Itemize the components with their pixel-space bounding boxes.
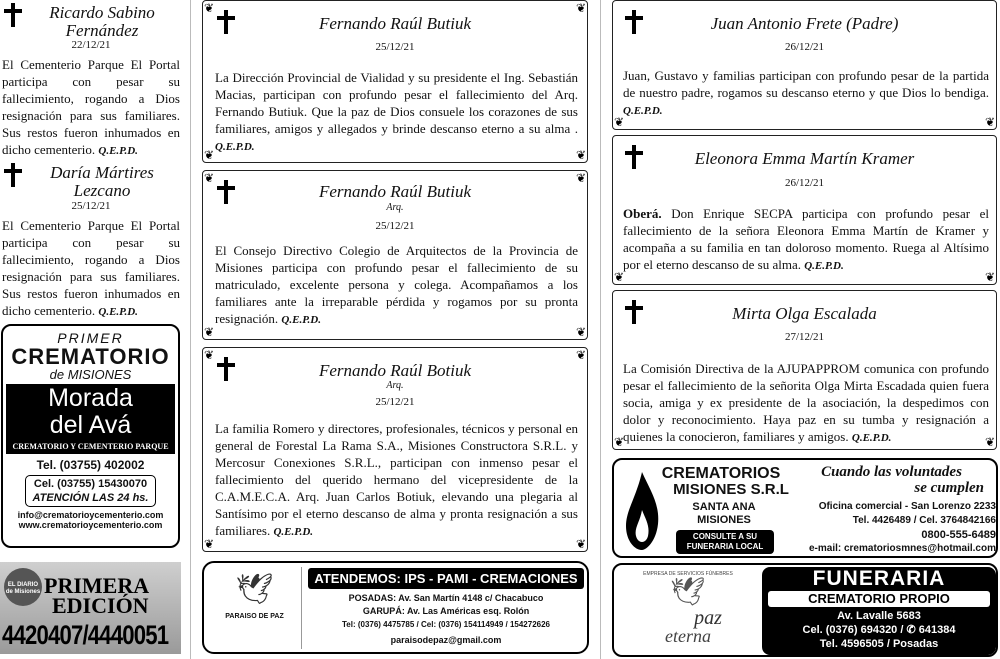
corner-ornament-icon: ❦ [984,115,995,129]
cross-icon [2,3,24,27]
ad-morada: Morada [48,384,133,412]
paraiso-logo [208,567,302,649]
notice-name: Fernando Raúl Butiuk [318,14,472,33]
notice-body [2,217,180,321]
corner-ornament-icon: ❦ [575,537,586,551]
notice-box [612,290,997,450]
ad-sub2: MISIONES [697,514,751,526]
corner-ornament-icon: ❦ [575,148,586,162]
ad-de-misiones: de MISIONES [49,367,132,382]
notice-date: 27/12/21 [784,331,825,343]
logo-eterna: eterna [665,626,711,646]
paraiso-de-paz-ad [202,561,589,654]
ad-headline: ATENDEMOS: IPS - PAMI - CREMACIONES [308,568,584,589]
notice-date: 25/12/21 [375,396,415,408]
ad-title1: CREMATORIOS [661,465,781,482]
column-rule [600,0,601,659]
qepd-label: Q.E.P.D. [98,306,138,318]
notice-text: La familia Romero y directores, profesionales, técnicos y personal en general de Forestal La Rama S.A., Misiones Constructora S.R.L. y Mercosur Conexiones S.R.L., participan con inmenso pesar el fallecimiento del querido hermano del vicepresidente de la C.A.M.E.C.A. Arq. Juan Carlos Botiuk, elevando una plegaria al Santísimo por el eterno descanso de alma y pronta resignación a sus familiares. [215,421,578,538]
ad-addr: Av. Lavalle 5683 [837,610,921,622]
notice-body [215,69,578,156]
ad-sub: CREMATORIO PROPIO [768,591,990,607]
corner-ornament-icon: ❦ [984,270,995,284]
logo-paz: paz [694,607,722,629]
qepd-label: Q.E.P.D. [281,314,321,326]
ad-web: www.crematorioycementerio.com [18,520,163,530]
ad-cel-box [25,475,156,507]
notice-name: Fernando Raúl Butiuk [318,182,472,201]
ad-email: e-mail: crematoriosmnes@hotmail.com [808,543,996,554]
ad-whatsapp: 641384 [918,624,956,636]
notice-subtitle: Arq. [386,202,404,213]
notice-date: 26/12/21 [784,177,825,189]
dove-icon: 🕊 [235,573,274,606]
notice-text: Juan, Gustavo y familias participan con profundo pesar de la partida de nuestro padre, rogamos su descanso eterno y que Dios lo bendiga. [623,68,989,100]
ad-phone800: 0800-555-6489 [921,529,996,541]
notice-box [202,0,588,163]
logo-arc-text: EMPRESA DE SERVICIOS FÚNEBRES [643,571,733,577]
consulte-line: CONSULTE A SU [692,532,758,541]
notice-body [623,67,989,120]
notice-name-line: Ricardo Sabino [49,3,155,22]
qepd-label: Q.E.P.D. [623,105,663,117]
notice-name [22,164,182,200]
corner-ornament-icon: ❦ [575,325,586,339]
corner-ornament-icon: ❦ [575,1,586,15]
notice-date: 26/12/21 [784,41,825,53]
ad-cel-line [762,623,996,637]
paraiso-logo-text: PARAISO DE PAZ [225,613,284,620]
corner-ornament-icon: ❦ [204,171,215,185]
notice-name-line: Fernández [65,21,139,40]
ad-line2: GARUPÁ: Av. Las Américas esq. Rolón [362,606,530,616]
dove-icon: 🕊 [670,577,706,608]
slogan-line: se cumplen [914,480,984,496]
notice-name: Eleonora Emma Martín Kramer [694,149,915,168]
ad-sub1: SANTA ANA [692,501,756,513]
corner-ornament-icon: ❦ [204,325,215,339]
corner-ornament-icon: ❦ [614,435,625,449]
ad-badge [4,568,42,606]
notice-date: 25/12/21 [71,200,111,212]
ad-cel: Cel. (0376) 694320 / [802,624,904,636]
ad-cel: Cel. (03755) 15430070 [33,478,148,490]
funeraria-block [762,567,996,655]
notice-lead: Oberá. [623,206,662,221]
notice-body [215,242,578,329]
cross-icon [2,163,24,187]
notice-date: 25/12/21 [375,220,415,232]
notice-body [623,205,989,275]
notice-date: 25/12/21 [375,41,415,53]
ad-slogan [789,464,994,496]
ad-title: FUNERARIA [812,567,946,590]
qepd-label: Q.E.P.D. [98,145,138,157]
qepd-label: Q.E.P.D. [851,432,892,444]
qepd-label: Q.E.P.D. [273,526,314,538]
column-rule [190,0,191,659]
notice-name: Juan Antonio Frete (Padre) [710,14,899,33]
corner-ornament-icon: ❦ [984,435,995,449]
morada-del-ava-ad [1,324,180,548]
corner-ornament-icon: ❦ [575,348,586,362]
ad-del-ava: del Avá [49,411,132,439]
corner-ornament-icon: ❦ [204,348,215,362]
ad-title2: EDICIÓN [52,593,149,618]
notice-text: El Cementerio Parque El Portal participa con pesar su fallecimiento, rogando a Dios resignación para sus familiares. Sus restos fueron inhumados en dicho cementerio. [2,57,180,157]
right-column [606,0,1000,659]
slogan-line: Cuando las voluntades [821,464,962,480]
notice-body [2,56,180,160]
corner-ornament-icon: ❦ [204,1,215,15]
qepd-label: Q.E.P.D. [215,141,255,153]
notice-body [215,420,578,541]
ad-title1: PRIMERA [44,573,150,598]
primera-edicion-ad [0,562,181,654]
ad-oficina: Oficina comercial - San Lorenzo 2233 [818,501,996,512]
notice-date: 22/12/21 [71,39,111,51]
notice-text: El Cementerio Parque El Portal participa con pesar su fallecimiento, rogando a Dios resignación para sus familiares. Sus restos fueron inhumados en dicho cementerio. [2,218,180,318]
notice-name-line: Daría Mártires [50,163,154,182]
notice-text: El Consejo Directivo Colegio de Arquitectos de la Provincia de Misiones participa con profundo pesar el fallecimiento de su matriculado, excelente persona y colega. Acompañamos a los familiares ante la irreparable pérdida y rogamos por su pronta resignación. [215,243,578,326]
badge-text: EL DIARIO de Misiones [5,582,41,595]
notice-text: Don Enrique SECPA participa con profundo pesar el fallecimiento de la señora Eleonora Emma Martín de Kramer y acompaña a su familia en tan doloroso momento. Ruega al Altísimo por el eterno descanso de su alma. [623,206,989,272]
notice-box [612,0,997,130]
ad-tagline: CREMATORIO Y CEMENTERIO PARQUE [12,442,169,451]
notice-body [623,360,989,447]
ad-line1: POSADAS: Av. San Martín 4148 c/ Chacabuco [348,593,544,603]
ad-phones: 4420407/4440051 [2,620,169,650]
notice-subtitle: Arq. [386,380,404,391]
notice-name [22,4,182,40]
ad-tel: Tel. (03755) 402002 [36,458,145,472]
corner-ornament-icon: ❦ [614,270,625,284]
notice-text: La Dirección Provincial de Vialidad y su presidente el Ing. Sebastián Macias, participan con profundo pesar el fallecimiento del Arq. Fernando Butiuk. Que la paz de Dios consuele los corazones de sus familiares, amigos y allegados y brinde descanso eterno a su alma . [215,70,578,136]
ad-title2: MISIONES S.R.L [673,481,789,498]
ad-email: paraisodepaz@gmail.com [390,635,502,645]
notice-text: La Comisión Directiva de la AJUPAPPROM comunica con profundo pesar el fallecimiento de la señorita Olga Mirta Escadada quien fuera socia, amiga y ex presidente de la asociación, la despedimos con dolor y reconocimiento. Haya paz en su tumba y resignación a quienes la conocieron, familiares y amigos. [623,361,989,444]
whatsapp-icon: ✆ [906,624,916,636]
qepd-label: Q.E.P.D. [804,260,844,272]
crematorios-misiones-ad [612,458,998,558]
ad-atencion: ATENCIÓN LAS 24 hs. [32,492,149,504]
corner-ornament-icon: ❦ [614,115,625,129]
notice-name: Mirta Olga Escalada [732,304,877,323]
ad-tel: Tel. 4596505 / Posadas [819,638,939,650]
funeraria-paz-eterna-ad [612,563,998,657]
notice-name: Fernando Raúl Botiuk [318,361,472,380]
ad-line3: Tel: (0376) 4475785 / Cel: (0376) 154114949 / 154272626 [341,620,550,629]
corner-ornament-icon: ❦ [204,537,215,551]
notice-name-line: Lezcano [73,181,131,200]
notice-box [202,170,588,340]
corner-ornament-icon: ❦ [204,148,215,162]
notice-box [612,135,997,285]
ad-tel: Tel. 4426489 / Cel. 3764842166 [852,515,996,526]
notice-box [202,347,588,552]
ad-email: info@crematorioycementerio.com [17,510,164,520]
ad-primer: PRIMER [57,330,124,346]
consulte-line: FUNERARIA LOCAL [686,542,764,551]
ad-crematorio: CREMATORIO [11,344,170,369]
corner-ornament-icon: ❦ [575,171,586,185]
paz-eterna-logo [618,569,758,653]
morada-logo-block [6,384,175,454]
left-column [0,0,182,659]
middle-column [196,0,594,659]
